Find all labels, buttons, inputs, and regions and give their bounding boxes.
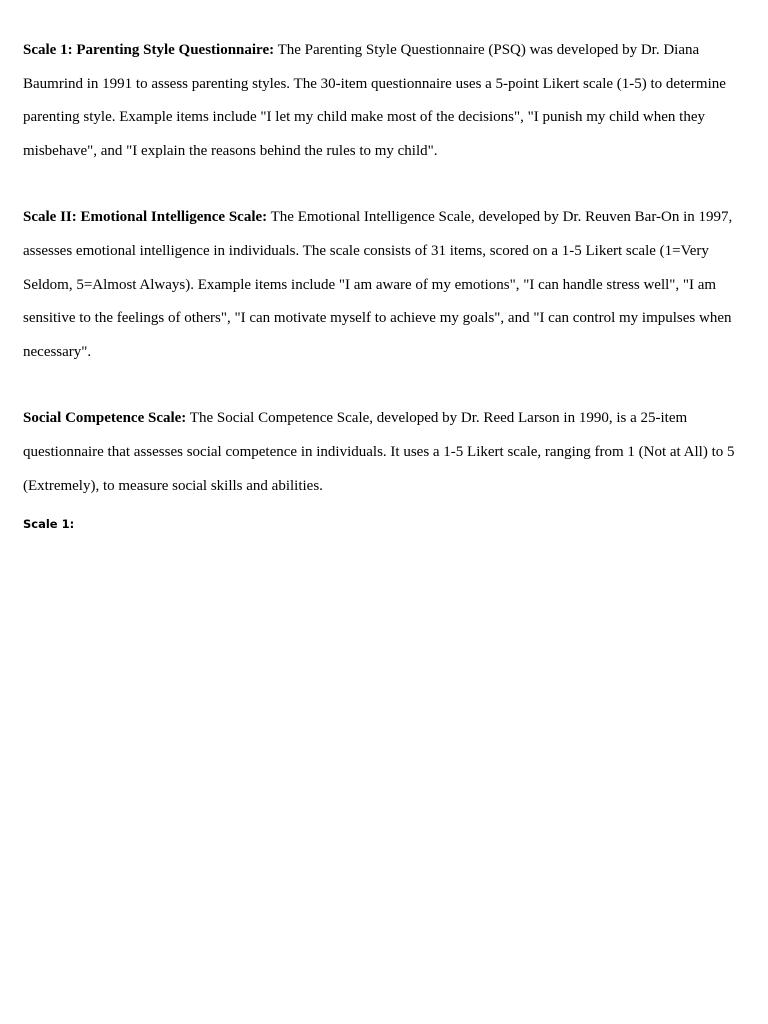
document-body [23,34,745,532]
paragraph-parenting-style [23,34,745,168]
paragraph-body: The Parenting Style Questionnaire (PSQ) was developed by Dr. Diana Baumrind in 1991 to assess parenting styles. The 30-item questionnaire uses a 5-point Likert scale (1-5) to determine parenting style. Example items include "I let my child make most of the decisions", "I punish my child when they misbehave", and "I explain the reasons behind the rules to my child". [23,42,726,159]
paragraph-lead: Scale 1: Parenting Style Questionnaire: [23,42,275,58]
paragraph-lead: Social Competence Scale: [23,410,187,427]
paragraph-social-competence [23,402,745,503]
paragraph-body: The Emotional Intelligence Scale, developed by Dr. Reuven Bar-On in 1997, assesses emotional intelligence in individuals. The scale consists of 31 items, scored on a 1-5 Likert scale (1=Very Seldom, 5=Almost Always). Example items include "I am aware of my emotions", "I can handle stress well", "I am sensitive to the feelings of others", "I can motivate myself to achieve my goals", and "I can control my impulses when necessary". [23,209,733,360]
paragraph-lead: Scale II: Emotional Intelligence Scale: [23,209,268,226]
paragraph-emotional-intelligence [23,201,745,369]
subheading-scale-1: Scale 1: [23,517,75,532]
paragraph-body: The Social Competence Scale, developed by Dr. Reed Larson in 1990, is a 25-item questionnaire that assesses social competence in individuals. It uses a 1-5 Likert scale, ranging from 1 (Not at All) to 5 (Extremely), to measure social skills and abilities. [23,410,735,494]
